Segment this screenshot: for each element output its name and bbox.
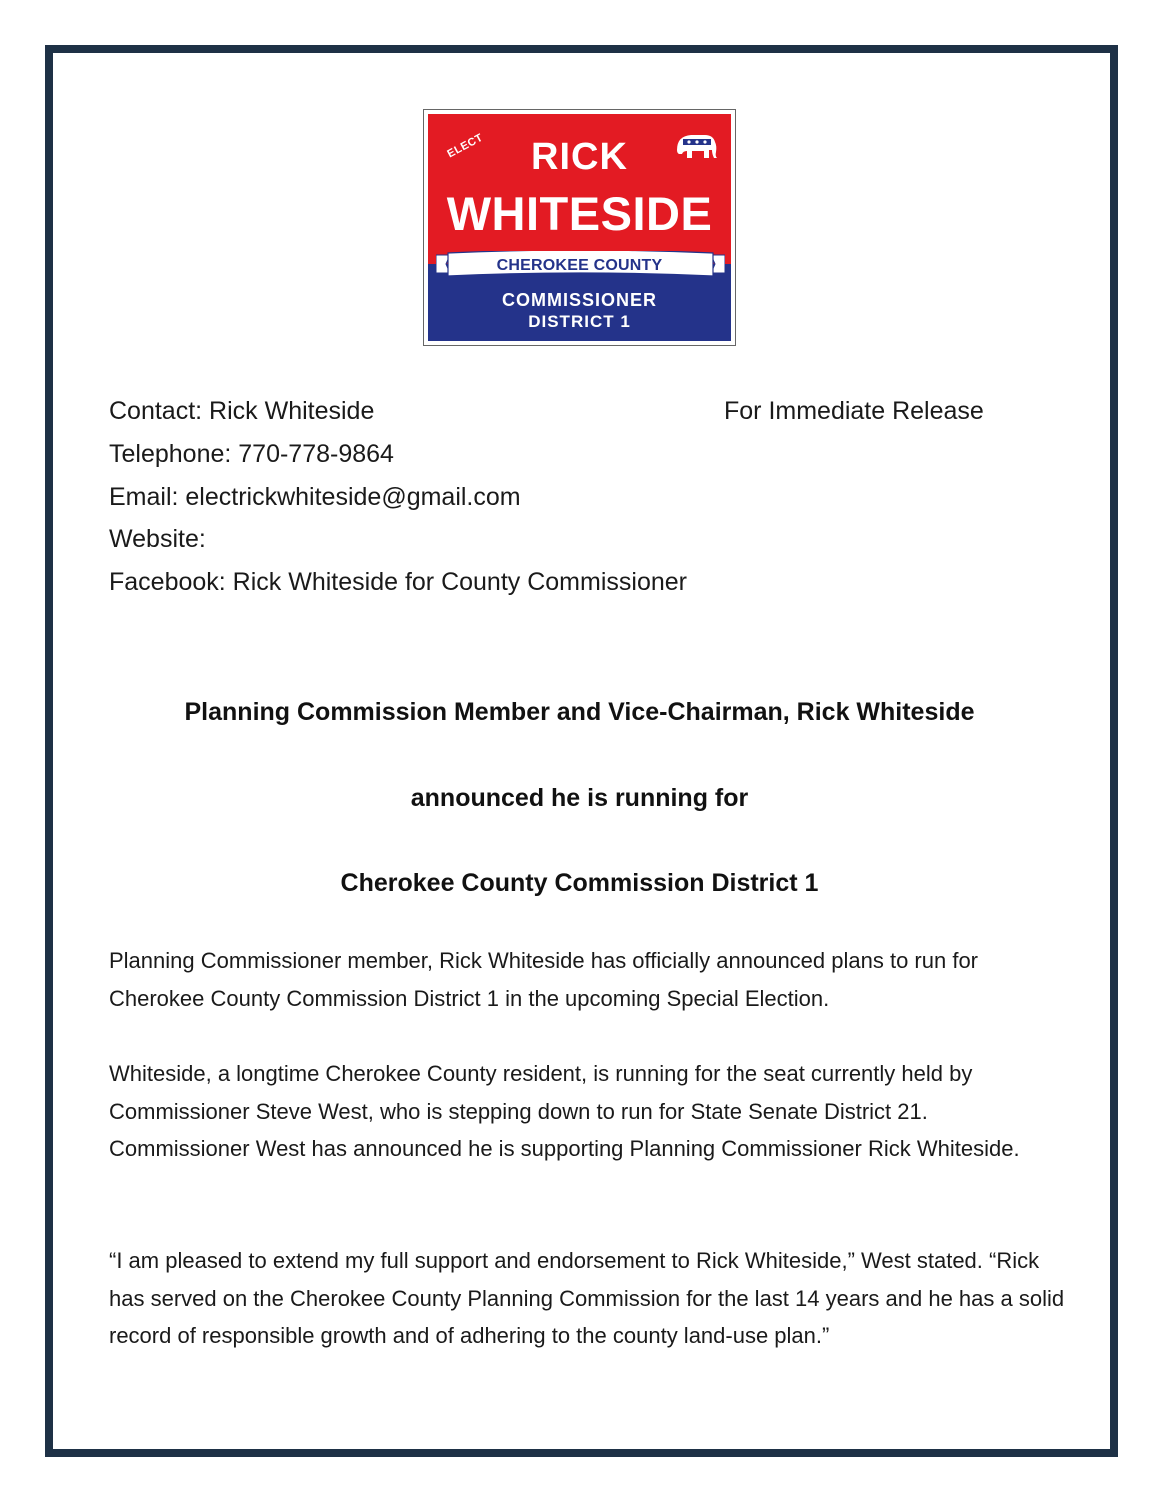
release-label: For Immediate Release [724,397,984,425]
contact-name: Contact: Rick Whiteside [109,397,375,425]
body-paragraph-2: Whiteside, a longtime Cherokee County resident, is running for the seat currently held by Commissioner Steve West, who is stepping down to run for State Senate District 21. Commissioner West has announced he is supporting Planning Commissioner Rick Whiteside. [109,1061,1020,1161]
logo-office-text: COMMISSIONER [501,290,657,310]
campaign-logo [423,109,736,346]
logo-elect-text: ELECT [445,131,486,161]
logo-county-text: CHEROKEE COUNTY [496,257,663,274]
logo-district-text: DISTRICT 1 [528,312,631,331]
contact-facebook: Facebook: Rick Whiteside for County Commissioner [109,568,687,596]
headline-line-2: announced he is running for [410,784,749,812]
logo-first-name: RICK [531,136,628,178]
contact-website: Website: [109,525,206,553]
headline-line-3: Cherokee County Commission District 1 [340,869,819,897]
body-paragraph-1: Planning Commissioner member, Rick Whiteside has officially announced plans to run for Cherokee County Commission District 1 in the upcoming Special Election. [109,948,979,1011]
logo-last-name: WHITESIDE [446,187,713,240]
body-paragraph-3: “I am pleased to extend my full support and endorsement to Rick Whiteside,” West stated. “Rick has served on the Cherokee County Planning Commission for the last 14 years and he has a solid record of responsible growth and of adhering to the county land-use plan.” [109,1248,1065,1348]
headline-line-1: Planning Commission Member and Vice-Chairman, Rick Whiteside [184,698,975,726]
contact-telephone: Telephone: 770-778-9864 [109,440,394,468]
contact-email: Email: electrickwhiteside@gmail.com [109,483,521,511]
